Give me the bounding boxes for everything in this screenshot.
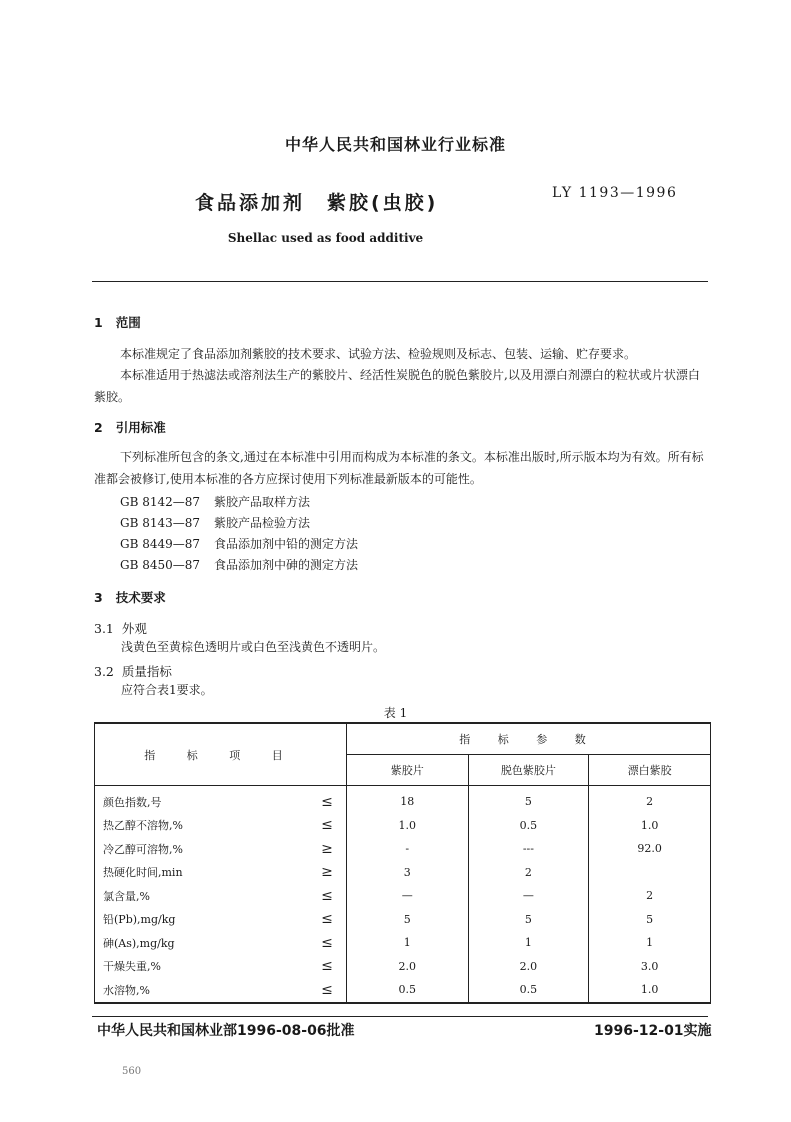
table-header-row xyxy=(95,723,711,755)
row-operator: ≥ xyxy=(308,837,346,861)
reference-code: GB 8449—87 xyxy=(120,537,201,551)
subsection-3-1-number: 3.1 xyxy=(94,621,114,636)
row-operator: ≤ xyxy=(308,884,346,908)
cell-value: 5 xyxy=(589,908,711,932)
column-header-decolorized: 脱色紫胶片 xyxy=(468,755,589,786)
appearance-text: 浅黄色至黄棕色透明片或白色至浅黄色不透明片。 xyxy=(121,640,386,654)
column-header-shellac: 紫胶片 xyxy=(346,755,468,786)
table-row xyxy=(95,884,711,908)
row-operator: ≤ xyxy=(308,908,346,932)
reference-name: 食品添加剂中铅的测定方法 xyxy=(214,537,359,551)
table-row xyxy=(95,978,711,1003)
cell-value: 1.0 xyxy=(589,814,711,838)
implementation-date: 1996-12-01实施 xyxy=(594,1023,712,1039)
cell-value: 1.0 xyxy=(589,978,711,1003)
section-3-title: 技术要求 xyxy=(115,590,166,605)
english-title: Shellac used as food additive xyxy=(227,231,424,245)
table-row xyxy=(95,861,711,885)
standard-code: LY 1193—1996 xyxy=(552,185,678,201)
table-row xyxy=(95,955,711,979)
cell-value: 5 xyxy=(468,786,589,814)
row-operator: ≤ xyxy=(308,814,346,838)
row-item-name: 热乙醇不溶物,% xyxy=(103,819,183,833)
cell-value: 0.5 xyxy=(468,978,589,1003)
table-row xyxy=(95,837,711,861)
row-item-name: 砷(As),mg/kg xyxy=(103,936,175,950)
reference-item xyxy=(120,535,358,552)
cell-value: 2 xyxy=(589,884,711,908)
section-2-number: 2 xyxy=(94,420,103,435)
section-3-heading xyxy=(94,588,166,606)
cell-value: 1 xyxy=(589,931,711,955)
section-1-number: 1 xyxy=(94,315,103,330)
standard-category: 中华人民共和国林业行业标准 xyxy=(284,135,506,154)
cell-value xyxy=(589,861,711,885)
reference-code: GB 8143—87 xyxy=(120,516,201,530)
table-row xyxy=(95,931,711,955)
section-2-heading xyxy=(94,418,166,436)
row-operator: ≤ xyxy=(308,978,346,1003)
table-row xyxy=(95,908,711,932)
approval-line: 中华人民共和国林业部1996-08-06批准 xyxy=(97,1023,355,1039)
cell-value: 1 xyxy=(346,931,468,955)
column-header-item: 指 标 项 目 xyxy=(95,723,347,786)
row-item-name: 干燥失重,% xyxy=(103,960,161,974)
cell-value: --- xyxy=(468,837,589,861)
scope-paragraph-2: 本标准适用于热滤法或溶剂法生产的紫胶片、经活性炭脱色的脱色紫胶片,以及用漂白剂漂白的粒状或片状漂白紫胶。 xyxy=(94,368,700,404)
column-header-group: 指 标 参 数 xyxy=(346,723,710,755)
subsection-3-1-heading xyxy=(94,619,147,637)
table-row xyxy=(95,814,711,838)
row-item-name: 冷乙醇可溶物,% xyxy=(103,842,183,856)
reference-item xyxy=(120,493,310,510)
cell-value: 18 xyxy=(346,786,468,814)
cell-value: 1.0 xyxy=(346,814,468,838)
row-operator: ≥ xyxy=(308,861,346,885)
row-item-name: 氯含量,% xyxy=(103,889,150,903)
cell-value: 0.5 xyxy=(346,978,468,1003)
row-operator: ≤ xyxy=(308,786,346,814)
footer-divider xyxy=(92,1016,708,1017)
reference-name: 食品添加剂中砷的测定方法 xyxy=(214,558,359,572)
cell-value: 2.0 xyxy=(468,955,589,979)
cell-value: 5 xyxy=(468,908,589,932)
cell-value: 2 xyxy=(468,861,589,885)
section-1-heading xyxy=(94,313,141,331)
row-item-name: 颜色指数,号 xyxy=(103,795,162,809)
table-row xyxy=(95,786,711,814)
cell-value: 3 xyxy=(346,861,468,885)
reference-item xyxy=(120,514,310,531)
quality-spec-table xyxy=(94,722,711,1004)
page-number: 560 xyxy=(122,1066,142,1077)
row-item-name: 水溶物,% xyxy=(103,983,150,997)
cell-value: 92.0 xyxy=(589,837,711,861)
reference-name: 紫胶产品取样方法 xyxy=(214,495,311,509)
references-intro: 下列标准所包含的条文,通过在本标准中引用而构成为本标准的条文。本标准出版时,所示版本均为有效。所有标准都会被修订,使用本标准的各方应探讨使用下列标准最新版本的可能性。 xyxy=(94,450,704,486)
cell-value: 2 xyxy=(589,786,711,814)
subsection-3-2-number: 3.2 xyxy=(94,664,114,679)
header-divider xyxy=(92,281,708,282)
row-item-name: 铅(Pb),mg/kg xyxy=(103,913,176,927)
subsection-3-2-heading xyxy=(94,662,172,680)
scope-paragraph-1: 本标准规定了食品添加剂紫胶的技术要求、试验方法、检验规则及标志、包装、运输、贮存要求。 xyxy=(120,347,637,361)
row-operator: ≤ xyxy=(308,931,346,955)
subsection-3-1-title: 外观 xyxy=(121,621,147,636)
cell-value: — xyxy=(346,884,468,908)
row-operator: ≤ xyxy=(308,955,346,979)
table-caption: 表 1 xyxy=(383,706,408,720)
cell-value: 2.0 xyxy=(346,955,468,979)
section-3-number: 3 xyxy=(94,590,103,605)
column-header-bleached: 漂白紫胶 xyxy=(589,755,711,786)
cell-value: 5 xyxy=(346,908,468,932)
row-item-name: 热硬化时间,min xyxy=(103,866,183,880)
cell-value: 0.5 xyxy=(468,814,589,838)
reference-code: GB 8450—87 xyxy=(120,558,201,572)
cell-value: 3.0 xyxy=(589,955,711,979)
section-1-title: 范围 xyxy=(115,315,141,330)
reference-item xyxy=(120,556,358,573)
reference-name: 紫胶产品检验方法 xyxy=(214,516,311,530)
cell-value: - xyxy=(346,837,468,861)
document-title: 食品添加剂 紫胶(虫胶) xyxy=(195,192,439,214)
section-2-title: 引用标准 xyxy=(115,420,166,435)
quality-text: 应符合表1要求。 xyxy=(121,683,213,697)
subsection-3-2-title: 质量指标 xyxy=(121,664,172,679)
cell-value: 1 xyxy=(468,931,589,955)
cell-value: — xyxy=(468,884,589,908)
reference-code: GB 8142—87 xyxy=(120,495,201,509)
